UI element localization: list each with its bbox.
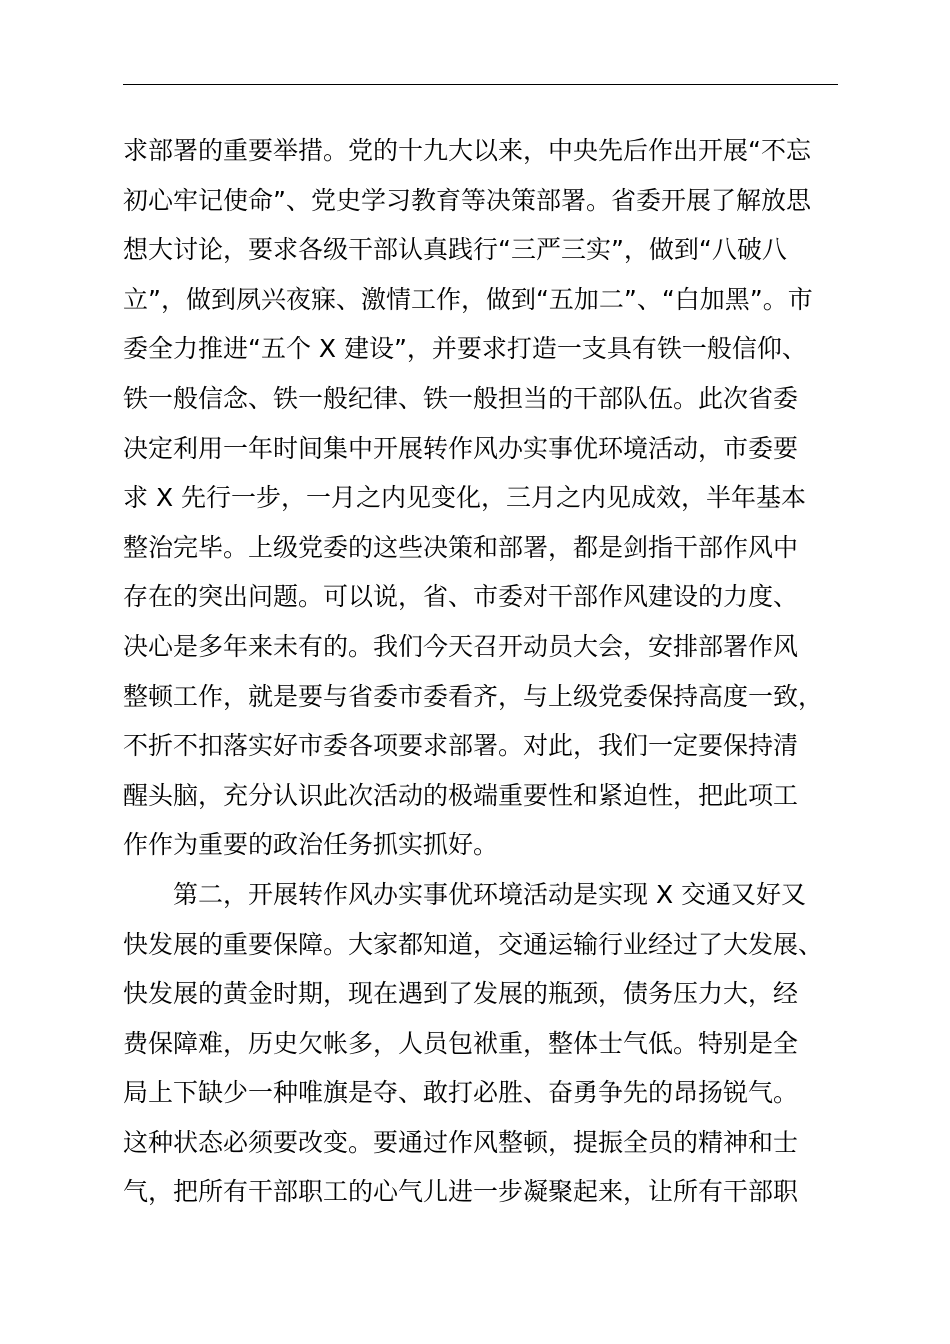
text-line: 气，把所有干部职工的心气儿进一步凝聚起来，让所有干部职	[123, 1177, 799, 1207]
text-line: 初心牢记使命”、党史学习教育等决策部署。省委开展了解放思	[123, 185, 811, 215]
text-line: 决心是多年来未有的。我们今天召开动员大会，安排部署作风	[123, 631, 799, 661]
text-line: 整治完毕。上级党委的这些决策和部署，都是剑指干部作风中	[123, 532, 799, 562]
text-line: 快发展的黄金时期，现在遇到了发展的瓶颈，债务压力大，经	[123, 979, 799, 1009]
text-line: 醒头脑，充分认识此次活动的极端重要性和紧迫性，把此项工	[123, 780, 799, 810]
text-line: 局上下缺少一种唯旗是夺、敢打必胜、奋勇争先的昂扬锐气。	[123, 1078, 799, 1108]
text-line: 费保障难，历史欠帐多，人员包袱重，整体士气低。特别是全	[123, 1028, 799, 1058]
text-line: 这种状态必须要改变。要通过作风整顿，提振全员的精神和士	[123, 1127, 799, 1157]
text-line: 第二，开展转作风办实事优环境活动是实现 X 交通又好又	[173, 879, 807, 909]
text-line: 求 X 先行一步，一月之内见变化，三月之内见成效，半年基本	[123, 483, 807, 513]
text-line: 作作为重要的政治任务抓实抓好。	[123, 830, 499, 860]
text-line: 立”，做到夙兴夜寐、激情工作，做到“五加二”、“白加黑”。市	[123, 284, 813, 314]
text-line: 快发展的重要保障。大家都知道，交通运输行业经过了大发展、	[123, 929, 824, 959]
document-body	[123, 126, 863, 1217]
text-line: 决定利用一年时间集中开展转作风办实事优环境活动，市委要	[123, 433, 799, 463]
header-rule	[123, 84, 838, 85]
text-line: 想大讨论，要求各级干部认真践行“三严三实”，做到“八破八	[123, 235, 787, 265]
text-line: 整顿工作，就是要与省委市委看齐，与上级党委保持高度一致，	[123, 681, 824, 711]
text-line: 求部署的重要举措。党的十九大以来，中央先后作出开展“不忘	[123, 136, 811, 165]
text-line: 不折不扣落实好市委各项要求部署。对此，我们一定要保持清	[123, 731, 799, 761]
text-line: 铁一般信念、铁一般纪律、铁一般担当的干部队伍。此次省委	[123, 383, 799, 413]
text-line: 存在的突出问题。可以说，省、市委对干部作风建设的力度、	[123, 582, 799, 612]
text-line: 委全力推进“五个 X 建设”，并要求打造一支具有铁一般信仰、	[123, 334, 807, 364]
